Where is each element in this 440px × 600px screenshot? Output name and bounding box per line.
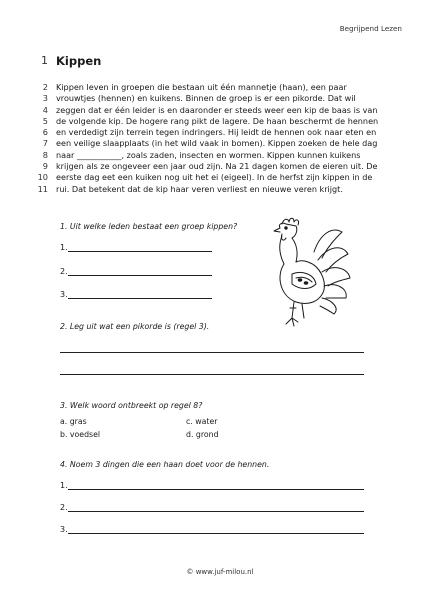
answer-line[interactable] xyxy=(60,267,212,276)
text-line xyxy=(37,183,396,195)
line-text: vrouwtjes (hennen) en kuikens. Binnen de groep is er een pikorde. Dat wil xyxy=(56,93,356,104)
line-number: 10 xyxy=(37,172,48,183)
answer-number: 2. xyxy=(60,267,68,276)
answer-underline[interactable] xyxy=(68,503,364,512)
answer-line[interactable] xyxy=(60,374,364,375)
text-line xyxy=(42,161,396,172)
text-line xyxy=(42,115,396,127)
question-3: 3. Welk woord ontbreekt op regel 8? xyxy=(60,401,203,410)
answer-underline[interactable] xyxy=(68,267,212,276)
option-d[interactable]: d. grond xyxy=(186,430,219,439)
line-number: 6 xyxy=(42,127,48,138)
question-4: 4. Noem 3 dingen die een haan doet voor de hennen. xyxy=(60,460,270,469)
line-text: eerste dag eet een kuiken nog uit het ei (eigeel). In de herfst zijn kippen in de xyxy=(56,172,373,183)
line-number: 3 xyxy=(42,93,48,104)
line-text: rui. Dat betekent dat de kip haar veren verliest en nieuwe veren krijgt. xyxy=(56,183,343,194)
answer-underline[interactable] xyxy=(68,243,212,252)
line-text: krijgen als ze ongeveer een jaar oud zijn. Na 21 dagen komen de eieren uit. De xyxy=(56,161,378,172)
answer-underline[interactable] xyxy=(68,525,364,534)
line-text: een veilige slaapplaats (in het wild vaak in bomen). Kippen zoeken de hele dag xyxy=(56,138,378,149)
line-text: naar ___________, zoals zaden, insecten en wormen. Kippen kunnen kuikens xyxy=(56,149,361,160)
text-line xyxy=(42,149,396,161)
text-line xyxy=(42,104,396,116)
answer-number: 2. xyxy=(60,503,68,512)
header-label: Begrijpend Lezen xyxy=(339,24,402,33)
text-line xyxy=(42,82,396,93)
question-1: 1. Uit welke leden bestaat een groep kippen? xyxy=(60,222,238,231)
answer-line[interactable] xyxy=(60,481,364,490)
answer-number: 1. xyxy=(60,243,68,252)
text-line xyxy=(42,93,396,104)
line-number: 5 xyxy=(42,115,48,126)
answer-line[interactable] xyxy=(60,525,364,534)
title-line xyxy=(41,52,396,70)
line-number: 8 xyxy=(42,149,48,160)
rooster-drawing-icon xyxy=(262,214,352,334)
line-number: 2 xyxy=(42,82,48,92)
answer-line[interactable] xyxy=(60,243,212,252)
line-text: zeggen dat er één leider is en daaronder er steeds weer een kip de baas is van xyxy=(56,104,378,115)
answer-underline[interactable] xyxy=(68,481,364,490)
question-2: 2. Leg uit wat een pikorde is (regel 3). xyxy=(60,322,210,331)
answer-number: 1. xyxy=(60,481,68,490)
line-number: 9 xyxy=(42,161,48,172)
reading-text xyxy=(37,52,396,195)
line-text: en verdedigt zijn terrein tegen indringers. Hij leidt de hennen ook naar eten en xyxy=(56,127,377,138)
answer-line[interactable] xyxy=(60,290,212,299)
answer-line[interactable] xyxy=(60,503,364,512)
text-line xyxy=(42,127,396,138)
option-b[interactable]: b. voedsel xyxy=(60,430,101,439)
text-line xyxy=(37,172,396,183)
page-title: Kippen xyxy=(56,54,102,68)
line-number: 7 xyxy=(42,138,48,149)
line-text: Kippen leven in groepen die bestaan uit één mannetje (haan), een paar xyxy=(56,82,347,92)
line-number: 11 xyxy=(37,183,48,194)
line-number: 4 xyxy=(42,104,48,115)
option-c[interactable]: c. water xyxy=(186,417,218,426)
option-a[interactable]: a. gras xyxy=(60,417,87,426)
footer-copyright: © www.juf-milou.nl xyxy=(186,568,254,576)
answer-underline[interactable] xyxy=(68,290,212,299)
answer-number: 3. xyxy=(60,525,68,534)
line-number: 1 xyxy=(41,54,48,67)
line-text: de volgende kip. De hogere rang pikt de lagere. De haan beschermt de hennen xyxy=(56,115,379,126)
text-line xyxy=(42,138,396,149)
answer-line[interactable] xyxy=(60,352,364,353)
answer-number: 3. xyxy=(60,290,68,299)
